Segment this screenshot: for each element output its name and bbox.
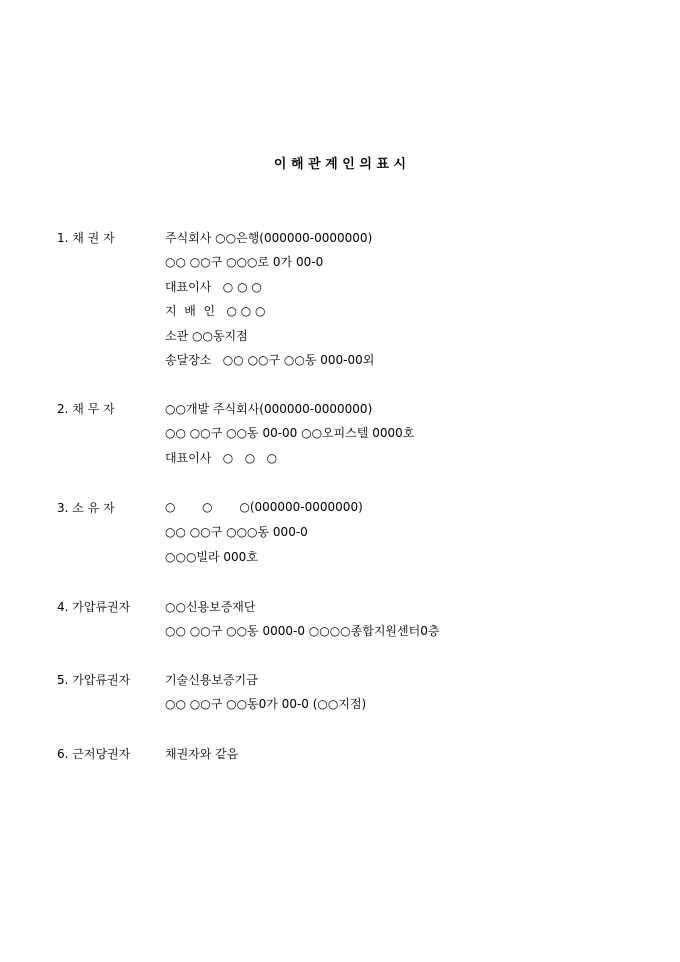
party-line: 대표이사 ○ ○ ○ [165,279,262,294]
party-label: 4. 가압류권자 [57,599,131,614]
party-label: 1. 채 권 자 [57,230,115,245]
party-provisional-attachment-1 [57,594,439,643]
party-line: ○○ ○○구 ○○○동 000-0 [165,525,308,540]
party-line: ○○개발 주식회사(000000-0000000) [165,401,373,416]
party-line: ○○ ○○구 ○○동 0000-0 ○○○○종합지원센터0층 [165,624,440,639]
party-debtor [57,396,414,470]
party-line: ○○○빌라 000호 [165,549,258,564]
party-line: 송달장소 ○○ ○○구 ○○동 000-00외 [165,353,375,368]
party-label: 2. 채 무 자 [57,401,115,416]
party-label: 5. 가압류권자 [57,672,131,687]
party-line: 주식회사 ○○은행(000000-0000000) [165,230,373,245]
party-line: 지 배 인 ○ ○ ○ [165,304,266,319]
party-label: 6. 근저당권자 [57,746,131,761]
party-provisional-attachment-2 [57,667,366,716]
party-label: 3. 소 유 자 [57,500,115,515]
party-owner [57,495,363,569]
party-line: 소관 ○○동지점 [165,328,248,343]
party-line: 채권자와 같음 [165,746,239,761]
party-line: ○○ ○○구 ○○동 00-00 ○○오피스텔 0000호 [165,426,415,441]
document-title: 이 해 관 계 인 의 표 시 [273,157,407,172]
party-mortgagee [57,741,238,766]
party-line: ○○신용보증재단 [165,599,256,614]
party-line: 기술신용보증기금 [165,672,258,687]
party-line: 대표이사 ○ ○ ○ [165,450,278,465]
party-line: ○○ ○○구 ○○동0가 00-0 (○○지점) [165,697,367,712]
party-line: ○ ○ ○(000000-0000000) [165,500,363,515]
party-creditor [57,225,374,372]
party-line: ○○ ○○구 ○○○로 0가 00-0 [165,255,324,270]
